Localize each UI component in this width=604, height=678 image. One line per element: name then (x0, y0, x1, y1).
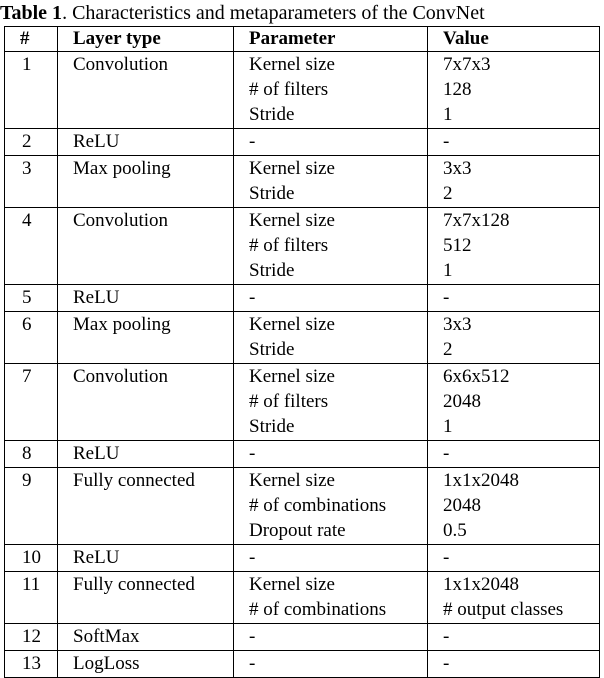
parameter-name: Dropout rate (249, 520, 346, 541)
parameter-cell (234, 624, 428, 651)
parameter-value: 1x1x2048 (443, 470, 519, 491)
table-row (5, 545, 600, 572)
header-number: # (5, 27, 58, 52)
parameter-name: # of filters (249, 79, 329, 100)
table-caption (0, 0, 604, 26)
parameter-value: 2048 (443, 495, 481, 516)
layer-number: 9 (5, 468, 58, 545)
parameter-name: Kernel size (249, 158, 335, 179)
table-row (5, 364, 600, 441)
parameter-value: - (443, 443, 450, 464)
parameter-value: 0.5 (443, 520, 467, 541)
value-cell (428, 572, 600, 624)
value-cell (428, 364, 600, 441)
value-cell (428, 545, 600, 572)
parameter-value: 1 (443, 416, 453, 437)
table-caption-text: . Characteristics and metaparameters of the ConvNet (62, 2, 485, 24)
parameter-cell (234, 545, 428, 572)
table-header-row (5, 27, 600, 52)
table-row (5, 624, 600, 651)
parameter-value: 128 (443, 79, 472, 100)
table-body (5, 52, 600, 678)
parameter-name: - (249, 131, 256, 152)
value-cell (428, 208, 600, 285)
parameter-name: Stride (249, 260, 295, 281)
value-cell (428, 312, 600, 364)
value-cell (428, 52, 600, 129)
value-cell (428, 651, 600, 678)
parameter-cell (234, 312, 428, 364)
layer-type: Fully connected (58, 468, 234, 545)
header-value: Value (428, 27, 600, 52)
layer-type: Convolution (58, 208, 234, 285)
parameter-value: - (443, 131, 450, 152)
parameter-value: 2048 (443, 391, 481, 412)
parameter-value: # output classes (443, 599, 564, 620)
parameter-name: Kernel size (249, 210, 335, 231)
parameter-cell (234, 468, 428, 545)
parameter-name: # of filters (249, 391, 329, 412)
layer-type: SoftMax (58, 624, 234, 651)
layer-type: Convolution (58, 364, 234, 441)
parameter-name: - (249, 653, 256, 674)
layer-number: 7 (5, 364, 58, 441)
parameter-name: - (249, 626, 256, 647)
parameter-name: # of filters (249, 235, 329, 256)
parameter-name: - (249, 547, 256, 568)
parameter-name: Stride (249, 104, 295, 125)
table-row (5, 52, 600, 129)
parameter-value: 6x6x512 (443, 366, 510, 387)
parameter-value: - (443, 626, 450, 647)
layer-number: 3 (5, 156, 58, 208)
value-cell (428, 624, 600, 651)
parameter-value: 1 (443, 260, 453, 281)
parameter-value: 1x1x2048 (443, 574, 519, 595)
parameter-cell (234, 285, 428, 312)
parameter-cell (234, 52, 428, 129)
parameter-value: - (443, 547, 450, 568)
parameter-name: Kernel size (249, 366, 335, 387)
parameter-value: 3x3 (443, 314, 472, 335)
parameter-value: - (443, 653, 450, 674)
layer-type: ReLU (58, 285, 234, 312)
parameter-name: # of combinations (249, 495, 387, 516)
table-row (5, 441, 600, 468)
parameter-value: 7x7x128 (443, 210, 510, 231)
parameter-name: Stride (249, 183, 295, 204)
parameter-name: # of combinations (249, 599, 387, 620)
parameter-cell (234, 364, 428, 441)
table-row (5, 156, 600, 208)
parameter-value: 3x3 (443, 158, 472, 179)
parameter-name: Kernel size (249, 54, 335, 75)
parameter-value: 7x7x3 (443, 54, 491, 75)
layer-number: 4 (5, 208, 58, 285)
layer-number: 2 (5, 129, 58, 156)
parameter-name: - (249, 443, 256, 464)
layer-number: 8 (5, 441, 58, 468)
layer-type: Max pooling (58, 312, 234, 364)
table-row (5, 572, 600, 624)
layer-type: LogLoss (58, 651, 234, 678)
parameter-cell (234, 129, 428, 156)
layer-number: 12 (5, 624, 58, 651)
parameter-name: - (249, 287, 256, 308)
layer-number: 1 (5, 52, 58, 129)
layer-type: ReLU (58, 545, 234, 572)
parameter-cell (234, 572, 428, 624)
value-cell (428, 468, 600, 545)
parameter-value: 2 (443, 339, 453, 360)
layer-number: 11 (5, 572, 58, 624)
parameter-cell (234, 651, 428, 678)
parameter-name: Stride (249, 416, 295, 437)
parameter-value: 2 (443, 183, 453, 204)
table-row (5, 129, 600, 156)
layer-type: Max pooling (58, 156, 234, 208)
header-layer-type: Layer type (58, 27, 234, 52)
parameter-value: 512 (443, 235, 472, 256)
layer-type: Fully connected (58, 572, 234, 624)
layer-type: ReLU (58, 129, 234, 156)
layer-type: ReLU (58, 441, 234, 468)
layer-number: 6 (5, 312, 58, 364)
parameter-cell (234, 156, 428, 208)
table-row (5, 468, 600, 545)
value-cell (428, 441, 600, 468)
layer-number: 13 (5, 651, 58, 678)
table-caption-label: Table 1 (0, 2, 63, 24)
layer-type: Convolution (58, 52, 234, 129)
layer-number: 10 (5, 545, 58, 572)
table-row (5, 651, 600, 678)
parameter-name: Kernel size (249, 314, 335, 335)
value-cell (428, 129, 600, 156)
parameter-name: Stride (249, 339, 295, 360)
table-row (5, 285, 600, 312)
header-parameter: Parameter (234, 27, 428, 52)
convnet-parameters-table (4, 26, 600, 678)
layer-number: 5 (5, 285, 58, 312)
value-cell (428, 285, 600, 312)
table-row (5, 208, 600, 285)
parameter-cell (234, 208, 428, 285)
parameter-cell (234, 441, 428, 468)
parameter-name: Kernel size (249, 470, 335, 491)
table-row (5, 312, 600, 364)
value-cell (428, 156, 600, 208)
parameter-value: 1 (443, 104, 453, 125)
parameter-value: - (443, 287, 450, 308)
parameter-name: Kernel size (249, 574, 335, 595)
